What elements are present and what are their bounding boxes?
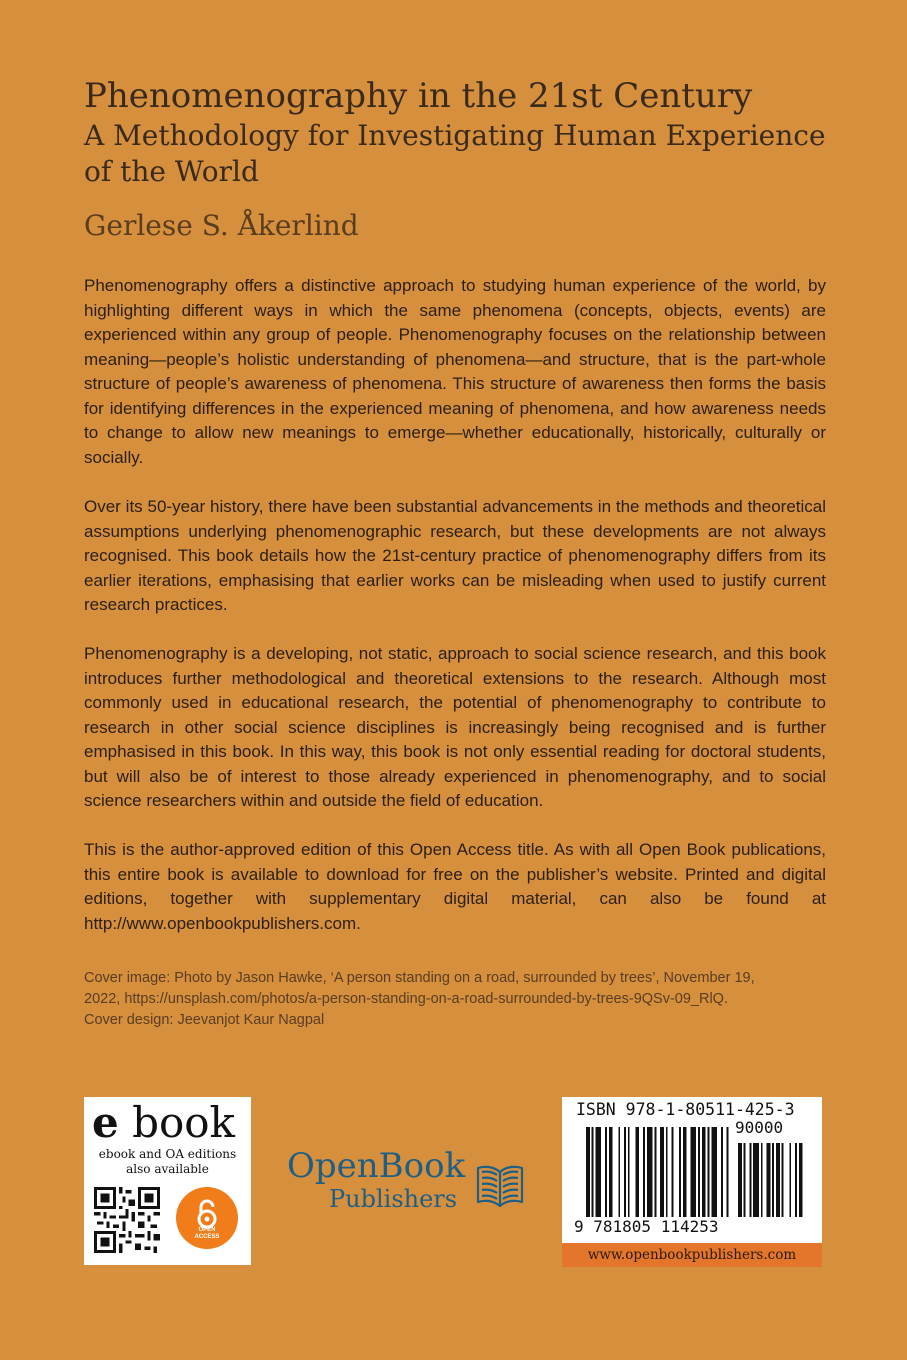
- ebook-e-letter: e: [92, 1098, 119, 1147]
- ebook-logo: [92, 1097, 235, 1149]
- barcode-addon-bar: [749, 1143, 751, 1217]
- ean-digits: 9 781805 114253: [574, 1217, 719, 1236]
- barcode-bar: [609, 1127, 613, 1217]
- barcode-addon-bar: [772, 1143, 774, 1217]
- barcode-addon-bar: [738, 1143, 742, 1217]
- barcode-addon-bar: [799, 1143, 803, 1217]
- open-access-label-line-1: OPEN: [198, 1227, 216, 1233]
- barcode-bar: [605, 1127, 607, 1217]
- barcode-addon-bar: [789, 1143, 791, 1217]
- ebook-badge: [84, 1097, 251, 1265]
- open-access-label: [176, 1227, 238, 1241]
- barcode-bar: [727, 1127, 729, 1217]
- credits-line-3: Cover design: Jeevanjot Kaur Nagpal: [84, 1012, 325, 1028]
- barcode-bar: [654, 1127, 656, 1217]
- barcode-bar: [618, 1127, 620, 1217]
- blurb-paragraph-3: Phenomenography is a developing, not static, approach to social science research, and this book introduces further methodological and theoretical extensions to the research. Although most commonly used in educational research, the potential of phenomenography to contribute to research in other social science disciplines is increasingly being recognised and is further emphasised in this book. In this way, this book is not only essential reading for doctoral students, but will also be of interest to those already experienced in phenomenography, and to social science researchers within and outside the field of education.: [84, 644, 826, 810]
- barcode-bar: [679, 1127, 681, 1217]
- barcode-addon-bar: [776, 1143, 780, 1217]
- isbn-number: ISBN 978-1-80511-425-3: [576, 1100, 795, 1119]
- publisher-logo: [287, 1146, 527, 1222]
- barcode-bar: [711, 1127, 717, 1217]
- barcode-addon-bar: [782, 1143, 784, 1217]
- barcode-bar: [624, 1127, 626, 1217]
- open-access-badge: [176, 1187, 238, 1249]
- publisher-url: www.openbookpublishers.com: [562, 1243, 822, 1267]
- publisher-name-line-2: Publishers: [329, 1185, 458, 1213]
- barcode-bar: [691, 1127, 697, 1217]
- barcode-bar: [721, 1127, 723, 1217]
- open-access-label-line-2: ACCESS: [194, 1234, 220, 1240]
- barcode-bar: [596, 1127, 602, 1217]
- subtitle-line-2: of the World: [84, 155, 259, 188]
- barcode-bar: [628, 1127, 630, 1217]
- book-subtitle: [84, 118, 844, 190]
- price-code: 90000: [735, 1118, 784, 1137]
- cover-credits: [84, 968, 844, 1031]
- barcode-bar: [643, 1127, 645, 1217]
- open-book-icon: [475, 1158, 525, 1212]
- blurb-paragraph-4: This is the author-approved edition of this Open Access title. As with all Open Book publications, this entire book is available to download for free on the publisher’s website. Printed and digital editions, together with supplementary digital material, can also be found at http://www.openbookpublishers.com.: [84, 840, 826, 933]
- barcode-bar: [660, 1127, 664, 1217]
- subtitle-line-1: A Methodology for Investigating Human Experience: [84, 119, 826, 152]
- barcode-addon-bar: [767, 1143, 771, 1217]
- barcode-addon-bar: [753, 1143, 759, 1217]
- barcode-bar: [666, 1127, 668, 1217]
- credits-line-1: Cover image: Photo by Jason Hawke, ‘A person standing on a road, surrounded by trees’, November 19,: [84, 970, 755, 986]
- book-title: Phenomenography in the 21st Century: [84, 76, 753, 116]
- barcode-bar: [647, 1127, 653, 1217]
- qr-code-icon: [94, 1187, 160, 1253]
- barcode-addon-bar: [761, 1143, 763, 1217]
- barcode-bar: [698, 1127, 700, 1217]
- barcode-bar: [672, 1127, 674, 1217]
- barcode-bar: [683, 1127, 687, 1217]
- barcode-addon-bar: [795, 1143, 797, 1217]
- barcode-bar: [635, 1127, 639, 1217]
- barcode-bar: [708, 1127, 710, 1217]
- blurb-paragraph-1: Phenomenography offers a distinctive approach to studying human experience of the world, by highlighting different ways in which the same phenomena (concepts, objects, events) are experienced within any group of people. Phenomenography focuses on the relationship between meaning—people’s holistic understanding of phenomena—and structure, that is the part-whole structure of people’s awareness of phenomena. This structure of awareness then forms the basis for identifying differences in the experienced meaning of phenomena, and how awareness needs to change to allow new meanings to emerge—whether educationally, historically, culturally or socially.: [84, 276, 826, 467]
- barcode-bar: [702, 1127, 706, 1217]
- ebook-availability-line-2: also available: [126, 1162, 209, 1176]
- ebook-availability-line-1: ebook and OA editions: [98, 1147, 237, 1161]
- publisher-name-line-1: OpenBook: [287, 1146, 466, 1186]
- barcode-addon-bar: [744, 1143, 746, 1217]
- author-name: Gerlese S. Åkerlind: [84, 209, 359, 242]
- ebook-word: book: [118, 1098, 235, 1147]
- ebook-availability: [84, 1147, 251, 1177]
- barcode-bar: [586, 1127, 590, 1217]
- credits-line-2: 2022, https://unsplash.com/photos/a-person-standing-on-a-road-surrounded-by-trees-9QSv-09_RlQ.: [84, 991, 728, 1007]
- barcode-bar: [592, 1127, 594, 1217]
- blurb-paragraph-2: Over its 50-year history, there have been substantial advancements in the methods and theoretical assumptions underlying phenomenographic research, but these developments are not always recognised. This book details how the 21st-century practice of phenomenography differs from its earlier iterations, emphasising that earlier works can be misleading when used to justify current research practices.: [84, 497, 826, 614]
- isbn-barcode: [562, 1097, 822, 1243]
